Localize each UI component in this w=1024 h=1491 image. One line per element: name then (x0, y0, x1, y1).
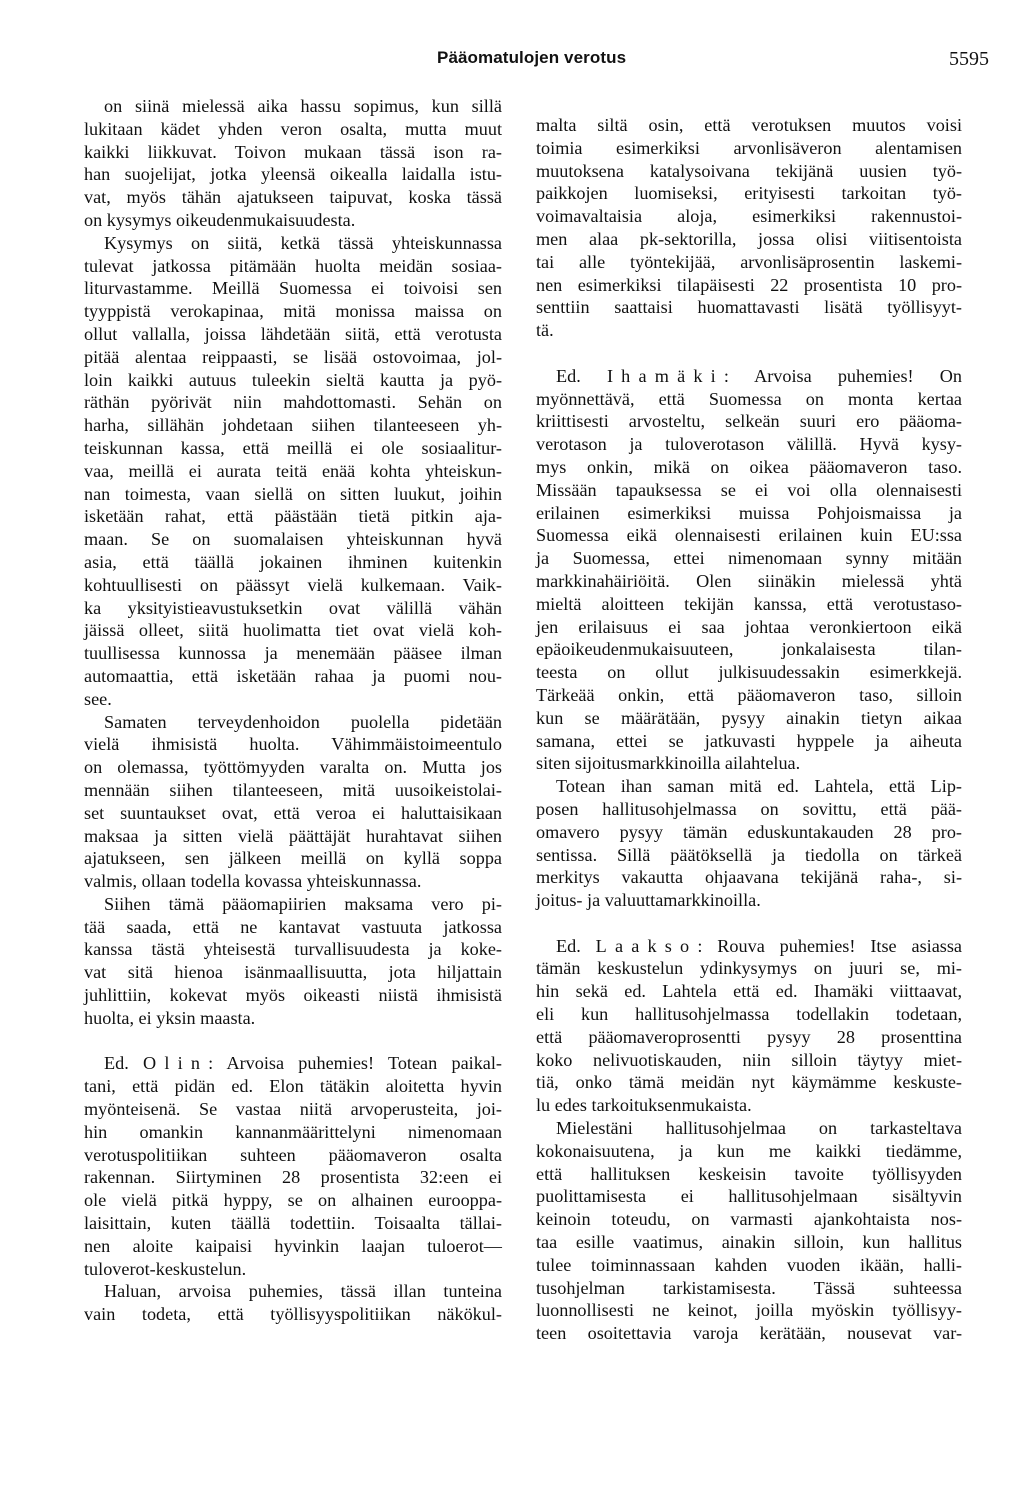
paragraph (84, 893, 502, 1030)
running-title: Pääomatulojen verotus (437, 48, 627, 67)
text-line: luonnollisesti ne keinot, joilla myöskin työllisyy- (536, 1300, 962, 1321)
text-line: teesta on ollut julkisuudessakin esimerkkejä. (536, 662, 962, 683)
page-number: 5595 (949, 48, 989, 70)
text-line: Haluan, arvoisa puhemies, tässä illan tunteina (104, 1281, 502, 1302)
text-line: posen hallitusohjelmassa on sovittu, että pää- (536, 798, 962, 819)
speech-gap (84, 1030, 502, 1053)
text-line: tää saada, että ne kantavat vastuuta jatkossa (84, 916, 502, 937)
speech-first-line (536, 935, 962, 958)
speech-first-line (536, 365, 962, 388)
text-line: see. (84, 688, 112, 709)
text-line: verotuspolitiikan suhteen pääomaveron osalta (84, 1144, 502, 1165)
speaker-prefix: Ed. (556, 935, 581, 956)
text-line: maan. Se on suomalaisen yhteiskunnan hyvä (84, 529, 502, 550)
text-line: malta siltä osin, että verotuksen muutos voisi (536, 115, 962, 135)
paragraph (536, 1117, 962, 1345)
text-line: asia, että täällä jokainen ihminen kuitenkin (84, 551, 502, 572)
speaker-prefix: Ed. (104, 1053, 129, 1074)
text-line: nan toimesta, vaan siellä on sitten luukut, joihin (84, 483, 502, 504)
text-line: kohtuullisesti on päässyt vielä kulkemaan. Vaik- (84, 574, 502, 595)
paragraph (84, 95, 502, 232)
text-line: tyyppistä verokapinaa, mitä monissa maissa on (84, 301, 502, 322)
text-line: vat sitä hienoa isänmaallisuutta, jota hiljattain (84, 962, 502, 983)
text-line: että hallituksen keskeisin tavoite työllisyyden (536, 1163, 962, 1184)
text-line: markkinahäiriöitä. Olen siinäkin mielessä yhtä (536, 570, 962, 591)
speaker-prefix: Ed. (556, 365, 581, 386)
text-line: Kysymys on siitä, ketkä tässä yhteiskunnassa (104, 232, 502, 253)
text-line: vat, myös tähän ajatukseen taipuvat, koska tässä (84, 187, 502, 208)
speech-first-line (84, 1052, 502, 1075)
text-line: ollut vallalla, joissa lähdetään siitä, että verotusta (84, 323, 502, 344)
text-line: sentissa. Sillä päätöksellä ja tiedolla on tärkeä (536, 844, 962, 865)
text-line: koko nelivuotiskauden, niin silloin täytyy miet- (536, 1049, 962, 1070)
text-line: tulee toiminnassaan kahden vuoden ikään, halli- (536, 1254, 962, 1275)
text-line: harha, sillähän johdetaan siihen tilanteeseen yh- (84, 415, 502, 436)
text-line: tuullisessa kunnossa ja menemään pääsee ilman (84, 643, 502, 664)
paragraph (84, 232, 502, 711)
speaker-name: Laakso (595, 935, 698, 956)
text-line: tiä, onko tämä meidän nyt käymämme keskuste- (536, 1072, 962, 1093)
text-line: teiskunnan kassa, että meillä ei ole sosiaalitur- (84, 437, 502, 458)
text-line: tä. (536, 320, 554, 341)
paragraph (84, 1075, 502, 1280)
text-line: tuloverot-keskustelun. (84, 1258, 247, 1279)
text-line: siten sijoitusmarkkinoilla ailahtelua. (536, 753, 801, 774)
text-line: mennään siihen tilanteeseen, mitä uusoikeistolai- (84, 779, 502, 800)
paragraph (536, 388, 962, 776)
text-line: kanssa tästä yhteisestä turvallisuudesta ja koke- (84, 939, 502, 960)
speech-gap (536, 912, 962, 935)
text-line: toimia esimerkiksi arvonlisäveron alentamisen (536, 137, 962, 158)
left-column (84, 95, 502, 1326)
text-line: Tärkeää onkin, että pääomaveron taso, silloin (536, 684, 962, 705)
text-line: tani, että pidän ed. Elon tätäkin aloitetta hyvin (84, 1076, 502, 1097)
text-line: paikkojen luomiseksi, erityisesti tarkoitan työ- (536, 183, 962, 204)
text-line: lukitaan kädet yhden veron osalta, mutta muut (84, 118, 502, 139)
text-line: liturvastamme. Meillä Suomessa ei toivoisi sen (84, 278, 502, 299)
text-line: keinoin toteudu, on varmasti ajankohtaista nos- (536, 1209, 962, 1230)
speech-opening: : Arvoisa puhemies! On (723, 365, 962, 386)
text-line: verotason ja tuloverotason välillä. Hyvä kysy- (536, 434, 962, 455)
text-line: isketään rahat, että päästään tietä pitkin aja- (84, 506, 502, 527)
text-line: myönnettävä, että Suomessa on monta kertaa (536, 388, 962, 409)
text-line: jäissä olleet, siitä huolimatta tiet ovat vielä koh- (84, 620, 502, 641)
text-line: Mielestäni hallitusohjelmaa on tarkasteltava (556, 1118, 962, 1139)
text-line: merkitys vakautta ohjaavana tekijänä raha-, si- (536, 867, 962, 888)
text-line: automaattia, että isketään rahaa ja puomi nou- (84, 665, 502, 686)
speaker-name: Olin (143, 1053, 209, 1074)
text-line: rakennan. Siirtyminen 28 prosentista 32:een ei (84, 1167, 502, 1188)
text-line: nen esimerkiksi tilapäisesti 22 prosentista 10 pro- (536, 274, 962, 295)
text-line: vain todeta, että työllisyyspolitiikan näkökul- (84, 1304, 502, 1325)
text-line: teen osoitettavia varoja kerätään, nousevat var- (536, 1323, 962, 1344)
speaker-name: Ihamäki (606, 365, 724, 386)
text-line: loin kaikki autuus tuleekin sieltä kautta ja pyö- (84, 369, 502, 390)
speech-ihamaki (536, 365, 962, 775)
text-line: han suojelijat, jotka yleensä oikealla laidalla istu- (84, 164, 502, 185)
text-line: hin sekä ed. Lahtela että ed. Ihamäki viittaavat, (536, 981, 962, 1002)
text-line: mieltä aloitteen tekijän kanssa, että verotustaso- (536, 593, 962, 614)
text-line: tämän keskustelun ydinkysymys on juuri se, mi- (536, 958, 962, 979)
text-line: omavero pysyy tämän eduskuntakauden 28 pro- (536, 821, 962, 842)
text-line: epäoikeudenmukaisuuteen, jonkalaisesta tilan- (536, 639, 962, 660)
text-line: jen erilaisuus ei saa johtaa veronkiertoon eikä (536, 616, 962, 637)
text-line: ka yksityistieavustuksetkin ovat välillä vähän (84, 597, 502, 618)
text-line: tulevat jatkossa pitämään huolta meidän sosiaa- (84, 255, 502, 276)
text-line: muutoksena katalysoivana tekijänä uusien työ- (536, 160, 962, 181)
text-line: nen aloite kaipaisi hyvinkin laajan tuloerot— (84, 1235, 502, 1256)
text-line: maksaa ja sitten vielä päättäjät hurahtavat siihen (84, 825, 502, 846)
speech-opening: : Rouva puhemies! Itse asiassa (697, 935, 963, 956)
text-line: ole vielä pitkä hyppy, se on alhainen eurooppa- (84, 1190, 502, 1211)
text-line: Missään tapauksessa se ei voi olla olennaisesti (536, 479, 962, 500)
text-line: Siihen tämä pääomapiirien maksama vero pi- (104, 893, 502, 914)
text-line: huolta, ei yksin maasta. (84, 1007, 256, 1028)
text-line: puolittamisesta ei hallitusohjelmaan sisältyvin (536, 1186, 962, 1207)
text-line: että pääomaveroprosentti pysyy 28 prosenttina (536, 1026, 962, 1047)
text-line: lu edes tarkoituksenmukaista. (536, 1095, 752, 1116)
text-line: men alaa pk-sektorilla, jossa olisi viitisentoista (536, 228, 962, 249)
text-line: Samaten terveydenhoidon puolella pidetään (104, 711, 502, 732)
text-line: laisittain, kuten täällä todettiin. Toisaalta tällai- (84, 1213, 502, 1234)
text-line: kaikki liikkuvat. Toivon mukaan tässä ison ra- (84, 141, 502, 162)
text-line: vaa, meillä ei aurata teitä enää kohta yhteiskun- (84, 460, 502, 481)
paragraph (536, 775, 962, 912)
paragraph (536, 114, 962, 342)
text-line: Suomessa eikä olennaisesti erilainen kuin EU:ssa (536, 525, 962, 546)
text-line: juhlittiin, kokevat myös oikeasti niistä ihmisistä (84, 985, 502, 1006)
text-line: ja Suomessa, ettei nimenomaan synny mitään (536, 548, 962, 569)
text-line: samana, ettei se jatkuvasti hyppele ja aiheuta (536, 730, 962, 751)
text-line: senttiin saattaisi huomattavasti lisätä työllisyyt- (536, 297, 962, 318)
speech-opening: : Arvoisa puhemies! Totean paikal- (208, 1053, 502, 1074)
text-line: eli kun hallitusohjelmassa todellakin todetaan, (536, 1004, 962, 1025)
text-line: joitus- ja valuuttamarkkinoilla. (536, 890, 761, 911)
text-line: pitää alentaa reippaasti, se lisää ostovoimaa, jol- (84, 346, 502, 367)
speech-laakso (536, 935, 962, 1117)
text-line: tusohjelman tarkistamisesta. Tässä suhteessa (536, 1277, 962, 1298)
text-line: tai alle työntekijää, arvonlisäprosentin laskemi- (536, 251, 962, 272)
text-line: ajatukseen, sen jälkeen meillä on kyllä soppa (84, 848, 502, 869)
text-line: mys onkin, mikä on oikea pääomaveron taso. (536, 456, 962, 477)
paragraph (84, 1280, 502, 1326)
text-line: valmis, ollaan todella kovassa yhteiskunnassa. (84, 871, 422, 892)
text-line: on siinä mielessä aika hassu sopimus, kun sillä (104, 96, 502, 116)
page-header (0, 48, 1024, 78)
text-line: on kysymys oikeudenmukaisuudesta. (84, 209, 356, 230)
speech-olin (84, 1052, 502, 1280)
text-line: myönteisenä. Se vastaa niitä arvoperusteita, joi- (84, 1099, 502, 1120)
text-line: taa esille vaatimus, ainakin silloin, kun hallitus (536, 1232, 962, 1253)
text-line: kokonaisuutena, ja kun me kaikki tiedämme, (536, 1140, 962, 1161)
text-line: set suuntaukset ovat, että veroa ei haluttaisikaan (84, 802, 502, 823)
paragraph (536, 957, 962, 1117)
text-line: kun se määrätään, pysyy ainakin tietyn aikaa (536, 707, 962, 728)
speech-gap (536, 342, 962, 365)
text-line: on olemassa, työttömyyden varalta on. Mutta jos (84, 757, 502, 778)
right-column (536, 114, 962, 1345)
text-line: erilainen esimerkiksi muissa Pohjoismaissa ja (536, 502, 962, 523)
paragraph (84, 711, 502, 893)
text-line: Totean ihan saman mitä ed. Lahtela, että Lip- (556, 776, 962, 797)
text-line: voimavaltaisia aloja, esimerkiksi rakennustoi- (536, 206, 962, 227)
text-line: kriittisesti arvosteltu, selkeän suuri ero pääoma- (536, 411, 962, 432)
text-line: hin omankin kannanmäärittelyni nimenomaan (84, 1121, 502, 1142)
text-line: vielä ihmisistä huolta. Vähimmäistoimeentulo (84, 734, 502, 755)
text-line: räthän pyörivät niin mahdottomasti. Sehän on (84, 392, 502, 413)
